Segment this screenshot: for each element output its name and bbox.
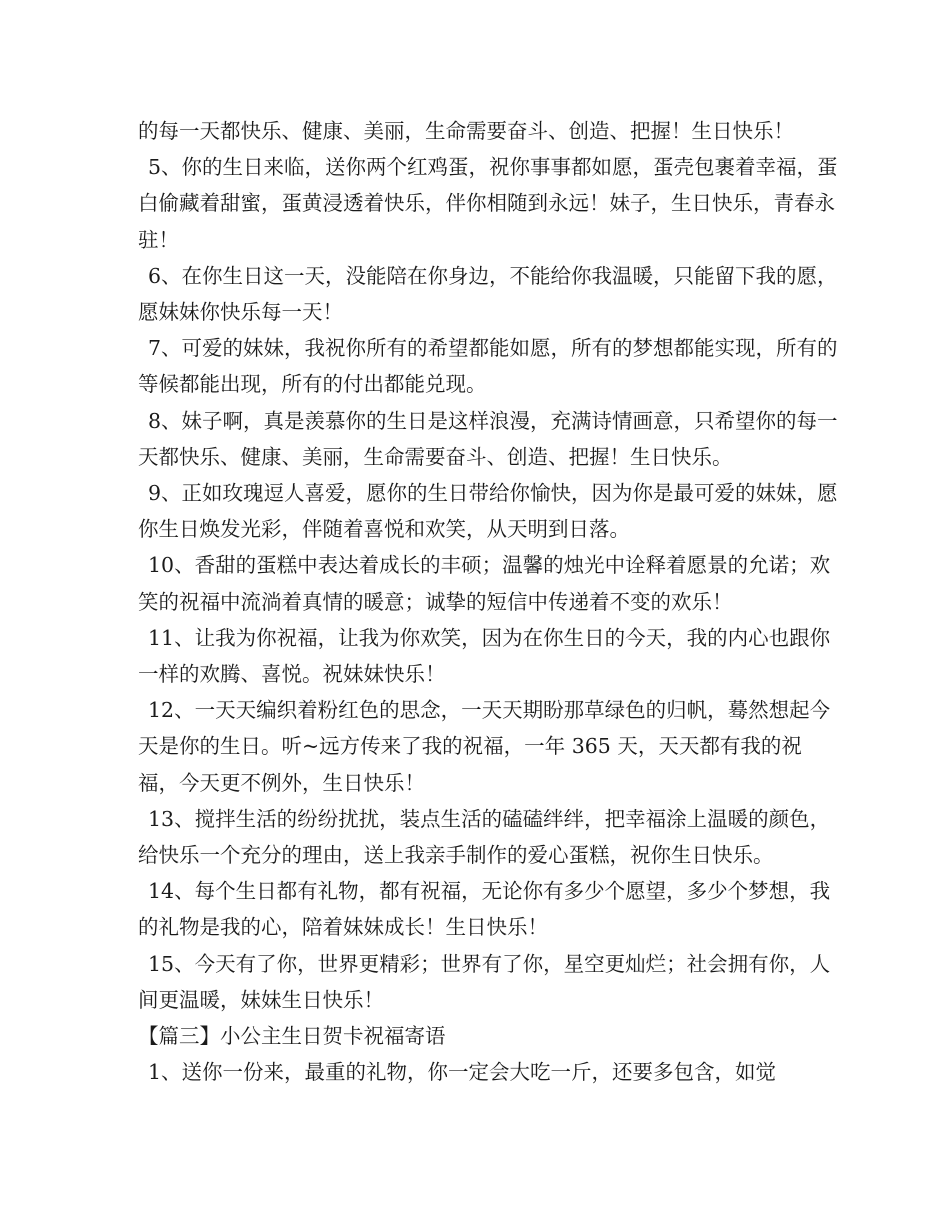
section-heading: 【篇三】小公主生日贺卡祝福寄语: [138, 1024, 446, 1049]
list-item-15: 15、今天有了你，世界更精彩；世界有了你，星空更灿烂；社会拥有你，人间更温暖，妹妹生日快乐！: [138, 951, 831, 1012]
list-item-1: 1、送你一份来，最重的礼物，你一定会大吃一斤，还要多包含，如觉: [148, 1060, 777, 1085]
list-item-6: 6、在你生日这一天，没能陪在你身边，不能给你我温暖，只能留下我的愿，愿妹妹你快乐每一天！: [138, 263, 838, 325]
list-item-9: 9、正如玫瑰逗人喜爱，愿你的生日带给你愉快，因为你是最可爱的妹妹，愿你生日焕发光彩，伴随着喜悦和欢笑，从天明到日落。: [138, 481, 838, 542]
list-item-5: 5、你的生日来临，送你两个红鸡蛋，祝你事事都如愿，蛋壳包裹着幸福，蛋白偷藏着甜蜜，蛋黄浸透着快乐，伴你相随到永远！妹子，生日快乐，青春永驻！: [138, 155, 838, 252]
list-item-11: 11、让我为你祝福，让我为你欢笑，因为在你生日的今天，我的内心也跟你一样的欢腾、喜悦。祝妹妹快乐！: [138, 625, 831, 687]
list-item-14: 14、每个生日都有礼物，都有祝福，无论你有多少个愿望，多少个梦想，我的礼物是我的心，陪着妹妹成长！生日快乐！: [138, 879, 831, 940]
list-item-8: 8、妹子啊，真是羡慕你的生日是这样浪漫，充满诗情画意，只希望你的每一天都快乐、健康、美丽，生命需要奋斗、创造、把握！生日快乐。: [138, 408, 838, 469]
list-item-7: 7、可爱的妹妹，我祝你所有的希望都能如愿，所有的梦想都能实现，所有的等候都能出现，所有的付出都能兑现。: [138, 336, 838, 397]
list-item-12: 12、一天天编织着粉红色的思念，一天天期盼那草绿色的归帆，蓦然想起今天是你的生日。听~远方传来了我的祝福，一年 365 天，天天都有我的祝福，今天更不例外，生日快乐！: [138, 698, 831, 795]
list-item-13: 13、搅拌生活的纷纷扰扰，装点生活的磕磕绊绊，把幸福涂上温暖的颜色，给快乐一个充分的理由，送上我亲手制作的爱心蛋糕，祝你生日快乐。: [138, 806, 831, 868]
document-body: [138, 113, 838, 1090]
paragraph-continuation: 的每一天都快乐、健康、美丽，生命需要奋斗、创造、把握！生日快乐！: [138, 119, 794, 143]
list-item-10: 10、香甜的蛋糕中表达着成长的丰硕；温馨的烛光中诠释着愿景的允诺；欢笑的祝福中流淌着真情的暖意；诚挚的短信中传递着不变的欢乐！: [138, 553, 831, 614]
